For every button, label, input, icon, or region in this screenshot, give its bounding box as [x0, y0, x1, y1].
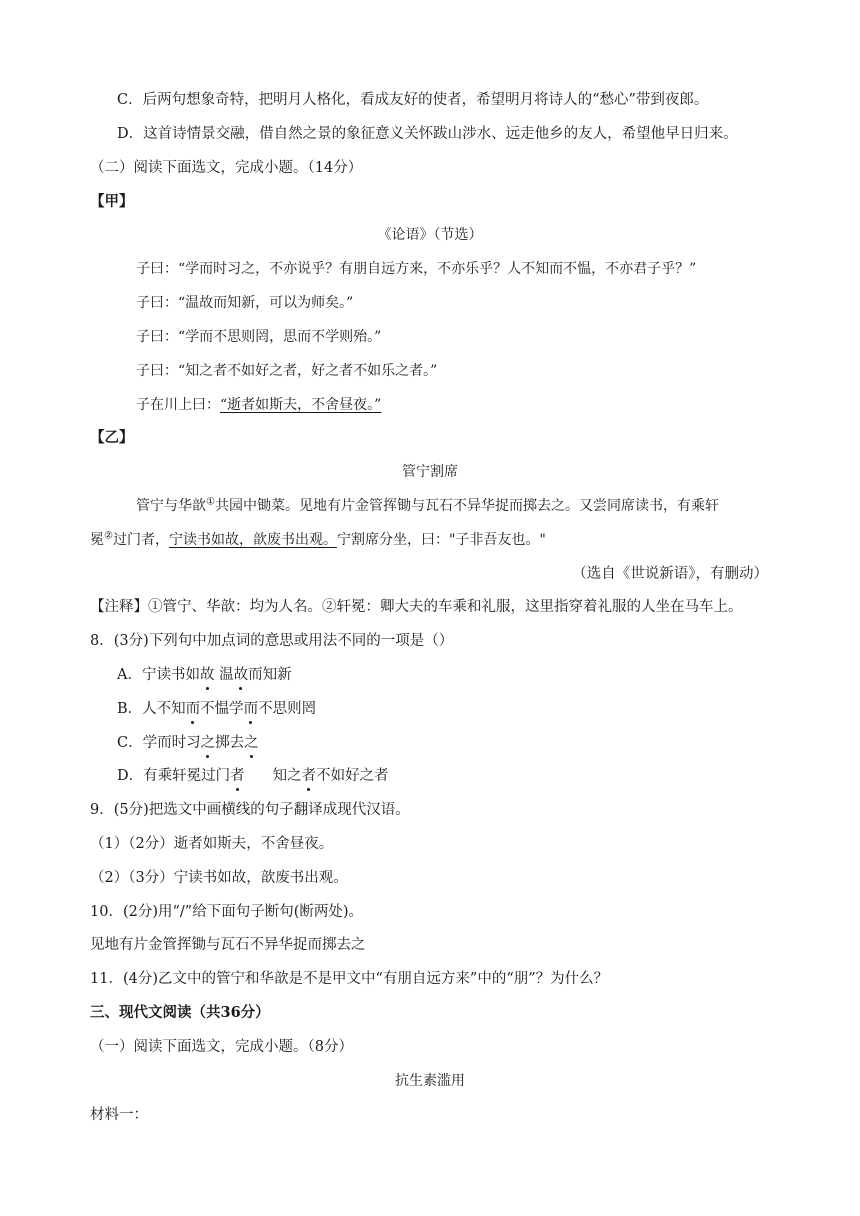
option-text: 知之: [272, 768, 302, 784]
underlined-sentence-1: “逝者如斯夫，不舍昼夜。”: [220, 397, 382, 413]
q7-option-c: C．后两句想象奇特，把明月人格化，看成友好的使者，希望明月将诗人的“愁心”带到夜郎。: [117, 92, 709, 108]
yi-title: 管宁割席: [402, 464, 458, 480]
jia-line-3: 子曰：“学而不思则罔，思而不学则殆。”: [136, 329, 382, 345]
jia-line-5-prefix: 子在川上曰：: [136, 397, 220, 413]
jia-line-2: 子曰：“温故而知新，可以为师矣。”: [136, 295, 354, 311]
jia-line-4: 子曰：“知之者不如好之者，好之者不如乐之者。”: [136, 363, 438, 379]
option-text: 不思则罔: [258, 701, 317, 717]
option-text: D．有乘轩冕过门: [117, 768, 231, 784]
article-title: 抗生素滥用: [395, 1073, 465, 1089]
q11-stem: 11．(4分)乙文中的管宁和华歆是不是甲文中“有朋自远方来”中的“朋”？为什么？: [90, 971, 609, 987]
q8-option-b: [117, 699, 316, 719]
yi-text: 管宁与华歆: [136, 498, 206, 514]
q7-option-d: D．这首诗情景交融，借自然之景的象征意义关怀跋山涉水、远走他乡的友人，希望他早日归来。: [117, 126, 738, 142]
option-text: 而知新: [248, 667, 292, 683]
material-label: 材料一：: [90, 1107, 148, 1123]
jia-line-1: 子曰：“学而时习之，不亦说乎？有朋自远方来，不亦乐乎？人不知而不愠，不亦君子乎？”: [136, 261, 697, 277]
yi-text: 冕: [90, 532, 104, 548]
option-text: 掷去: [215, 735, 245, 751]
yi-text: 共园中锄菜。见地有片金管挥锄与瓦石不异华捉而掷去之。又尝同席读书，有乘轩: [214, 498, 719, 514]
option-text: A．宁读书如: [117, 667, 200, 683]
note-marker-1: ①: [206, 496, 215, 508]
dotted-word: 而: [243, 701, 259, 717]
yi-label: 【乙】: [90, 429, 134, 446]
dotted-word: 之: [244, 735, 259, 751]
dotted-word: 故: [199, 667, 215, 683]
option-text: 不如好之者: [316, 768, 389, 784]
q10-stem: 10．(2分)用“/”给下面句子断句(断两处)。: [90, 904, 364, 920]
q8-option-c: [117, 733, 259, 753]
yi-source: （选自《世说新语》，有删动）: [572, 566, 768, 582]
dotted-word: 者: [301, 768, 317, 784]
option-text: 不愠学: [200, 701, 244, 717]
jia-label: 【甲】: [90, 193, 134, 210]
yi-paragraph-line-1: [136, 496, 719, 516]
q9-subquestion-2: （2）（3分）宁读书如故，歆废书出观。: [90, 870, 348, 886]
yi-text: 过门者，: [112, 532, 169, 548]
dotted-word: 而: [185, 701, 201, 717]
section3-heading: 三、现代文阅读（共36分）: [90, 1004, 270, 1021]
yi-paragraph-line-2: [90, 530, 546, 550]
q8-option-a: [117, 665, 292, 685]
q9-subquestion-1: （1）（2分）逝者如斯夫，不舍昼夜。: [90, 836, 334, 852]
annotation-note: 【注释】①管宁、华歆：均为人名。②轩冕：卿大夫的车乘和礼服，这里指穿着礼服的人坐在马车上。: [90, 599, 743, 615]
note-marker-2: ②: [104, 530, 113, 542]
q8-stem: 8．(3分)下列句中加点词的意思或用法不同的一项是（）: [90, 633, 454, 649]
jia-title: 《论语》（节选）: [377, 227, 483, 243]
q9-stem: 9．(5分)把选文中画横线的句子翻译成现代汉语。: [90, 802, 410, 818]
q8-option-d: [117, 766, 389, 786]
dotted-word: 故: [233, 667, 249, 683]
underlined-sentence-2: 宁读书如故，歆废书出观。: [168, 532, 337, 548]
yi-text: 宁割席分坐，曰："子非吾友也。": [336, 532, 546, 548]
option-text: B．人不知: [117, 701, 186, 717]
q10-sentence: 见地有片金管挥锄与瓦石不异华捉而掷去之: [90, 937, 366, 953]
jia-line-5: [136, 395, 381, 415]
dotted-word: 者: [230, 768, 245, 784]
option-text: 温: [214, 667, 234, 683]
dotted-word: 之: [200, 735, 216, 751]
option-text: C．学而时习: [117, 735, 201, 751]
section3-subheading: （一）阅读下面选文，完成小题。（8分）: [90, 1039, 353, 1055]
section2-heading: （二）阅读下面选文，完成小题。（14分）: [90, 160, 363, 176]
